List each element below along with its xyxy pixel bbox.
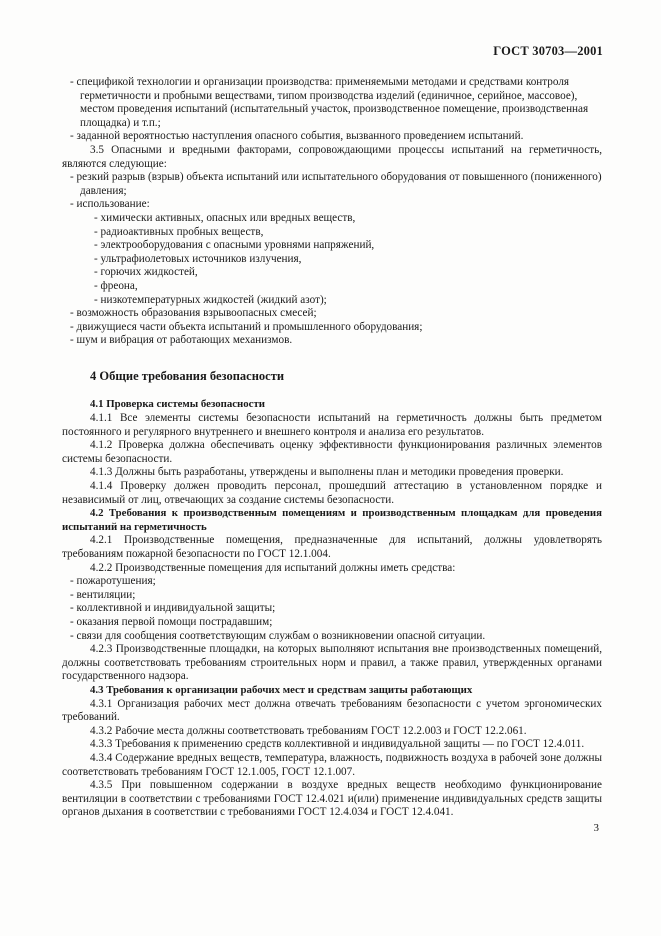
list-item: - шум и вибрация от работающих механизмов. — [70, 334, 293, 347]
paragraph: 4.3.3 Требования к применению средств коллективной и индивидуальной защиты — по ГОСТ 12.4.011. — [90, 738, 585, 751]
list-item: - пожаротушения; — [70, 575, 156, 588]
list-item: - заданной вероятностью наступления опасного события, вызванного проведением испытаний. — [70, 130, 524, 143]
paragraph: 4.1.3 Должны быть разработаны, утверждены и выполнены план и методики проведения проверки. — [90, 466, 564, 479]
paragraph: 4.3.2 Рабочие места должны соответствовать требованиям ГОСТ 12.2.003 и ГОСТ 12.2.061. — [90, 724, 527, 737]
paragraph: 4.2.2 Производственные помещения для испытаний должны иметь средства: — [90, 561, 456, 574]
subsection-heading: 4.2 Требования к производственным помещениям и производственным площадкам для проведения испытаний на герметичность — [62, 507, 602, 533]
list-item: - фреона, — [94, 279, 138, 292]
list-item: - резкий разрыв (взрыв) объекта испытаний или испытательного оборудования от повышенного (пониженного) давления; — [70, 171, 602, 197]
list-item: - ультрафиолетовых источников излучения, — [94, 252, 302, 265]
paragraph: 4.2.3 Производственные площадки, на которых выполняют испытания вне производственных помещений, должны соответствовать требованиям строительных норм и правил, а также правил, утвержденных органами государственного надзора. — [62, 643, 602, 683]
list-item: - горючих жидкостей, — [94, 266, 198, 279]
subsection-heading: 4.1 Проверка системы безопасности — [90, 398, 265, 411]
paragraph: 3.5 Опасными и вредными факторами, сопровождающими процессы испытаний на герметичность, являются следующие: — [62, 143, 602, 170]
list-item: - радиоактивных пробных веществ, — [94, 225, 264, 238]
paragraph: 4.2.1 Производственные помещения, предназначенные для испытаний, должны удовлетворять требованиям пожарной безопасности по ГОСТ 12.1.004. — [62, 534, 602, 560]
list-item: - возможность образования взрывоопасных смесей; — [70, 307, 317, 320]
subsection-heading: 4.3 Требования к организации рабочих мест и средствам защиты работающих — [90, 683, 473, 696]
document-body — [62, 76, 602, 820]
paragraph: 4.3.1 Организация рабочих мест должна отвечать требованиям безопасности с учетом эргономических требований. — [62, 697, 602, 724]
list-item: - коллективной и индивидуальной защиты; — [70, 602, 276, 615]
list-item: - электрооборудования с опасными уровнями напряжений, — [94, 239, 375, 252]
page-number: 3 — [593, 822, 599, 834]
list-item: - химически активных, опасных или вредных веществ, — [94, 211, 356, 224]
list-item: - связи для сообщения соответствующим службам о возникновении опасной ситуации. — [70, 629, 486, 642]
list-item: - вентиляции; — [70, 588, 136, 601]
list-item: - низкотемпературных жидкостей (жидкий азот); — [94, 293, 327, 306]
paragraph: 4.3.4 Содержание вредных веществ, температура, влажность, подвижность воздуха в рабочей зоне должны соответствовать требованиям ГОСТ 12.1.005, ГОСТ 12.1.007. — [62, 751, 602, 778]
list-item: - движущиеся части объекта испытаний и промышленного оборудования; — [70, 320, 423, 333]
paragraph: 4.1.1 Все элементы системы безопасности испытаний на герметичность должны быть предметом постоянного и регулярного внутреннего и внешнего контроля и анализа его результатов. — [62, 412, 602, 438]
paragraph: 4.3.5 При повышенном содержании в воздухе вредных веществ необходимо функционирование вентиляции в соответствии с требованиями ГОСТ 12.4.021 и(или) применение индивидуальных средств защиты органов дыхания в соответствии с требованиями ГОСТ 12.4.034 и ГОСТ 12.4.041. — [62, 779, 602, 819]
list-item: - использование: — [70, 198, 150, 211]
list-item: - оказания первой помощи пострадавшим; — [70, 615, 273, 628]
document-header: ГОСТ 30703—2001 — [493, 44, 603, 58]
section-heading: 4 Общие требования безопасности — [90, 368, 285, 383]
paragraph: 4.1.2 Проверка должна обеспечивать оценку эффективности функционирования различных элементов системы безопасности. — [62, 439, 602, 465]
list-item: - спецификой технологии и организации производства: применяемыми методами и средствами контроля герметичности и пробными веществами, типом производства изделий (единичное, серийное, массовое), местом проведения испытаний (испытательный участок, производственное помещение, производственная площадка) и т.п.; — [70, 76, 589, 129]
paragraph: 4.1.4 Проверку должен проводить персонал, прошедший аттестацию в установленном порядке и независимый от лиц, отвечающих за создание системы безопасности. — [62, 480, 602, 506]
